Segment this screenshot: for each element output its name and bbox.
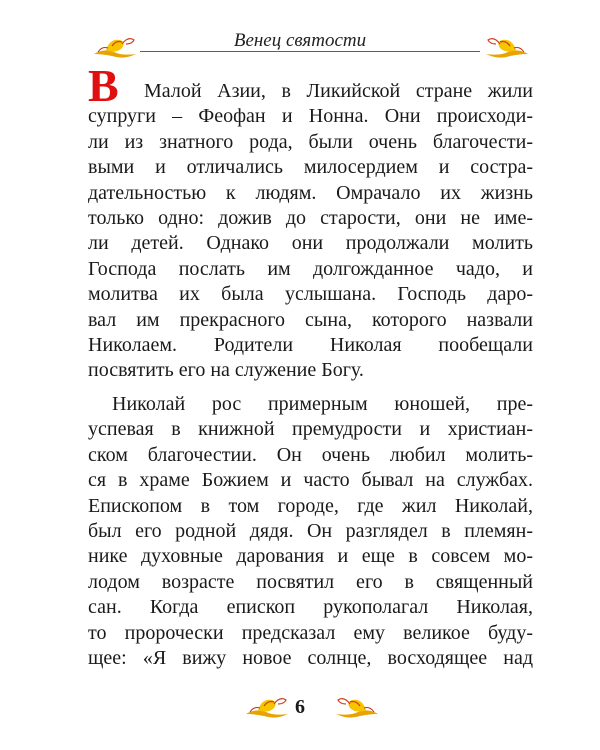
- text-line: Епископом в том городе, где жил Николай,: [88, 494, 533, 517]
- text-line: нике духовные дарования и еще в совсем мо-: [88, 545, 533, 568]
- running-header-title: Венец святости: [233, 30, 367, 51]
- drop-cap: В: [88, 60, 119, 111]
- text-line: ском благочестии. Он очень любил молить-: [88, 443, 533, 466]
- text-line: ли из знатного рода, были очень благочести-: [88, 130, 533, 153]
- text-line: ся в храме Божием и часто бывал на службах.: [88, 469, 533, 492]
- text-line: посвятить его на служение Богу.: [88, 359, 364, 382]
- text-line: дательностью к людям. Омрачало их жизнь: [88, 181, 533, 204]
- text-line: был его родной дядя. Он разглядел в племян-: [88, 519, 533, 542]
- text-line: успевая в книжной премудрости и христиан-: [88, 418, 533, 441]
- text-line: сан. Когда епископ рукополагал Николая,: [88, 596, 533, 619]
- text-line: только одно: дожив до старости, они не име-: [88, 206, 533, 229]
- text-line: вал им прекрасного сына, которого назвали: [88, 308, 533, 331]
- paragraph-2: [88, 392, 533, 671]
- text-line: лодом возрасте посвятил его в священный: [88, 570, 533, 593]
- text-line: выми и отличались милосердием и состра-: [88, 156, 533, 179]
- text-line: то пророчески предсказал ему великое буду-: [88, 621, 533, 644]
- text-line: ли детей. Однако они продолжали молить: [88, 232, 533, 255]
- paragraph-1: [88, 79, 533, 384]
- text-line: Малой Азии, в Ликийской стране жили: [144, 80, 533, 102]
- text-line: молитва их была услышана. Господь даро-: [88, 283, 533, 306]
- text-line: Николаем. Родители Николая пообещали: [88, 333, 533, 356]
- text-line: щее: «Я вижу новое солнце, восходящее над: [88, 646, 533, 669]
- text-line: Николай рос примерным юношей, пре-: [112, 393, 533, 415]
- text-line: супруги – Феофан и Нонна. Они происходи-: [88, 105, 533, 128]
- page-number: 6: [295, 696, 305, 718]
- header-rule: [140, 51, 480, 52]
- text-line: Господа послать им долгожданное чадо, и: [88, 257, 533, 280]
